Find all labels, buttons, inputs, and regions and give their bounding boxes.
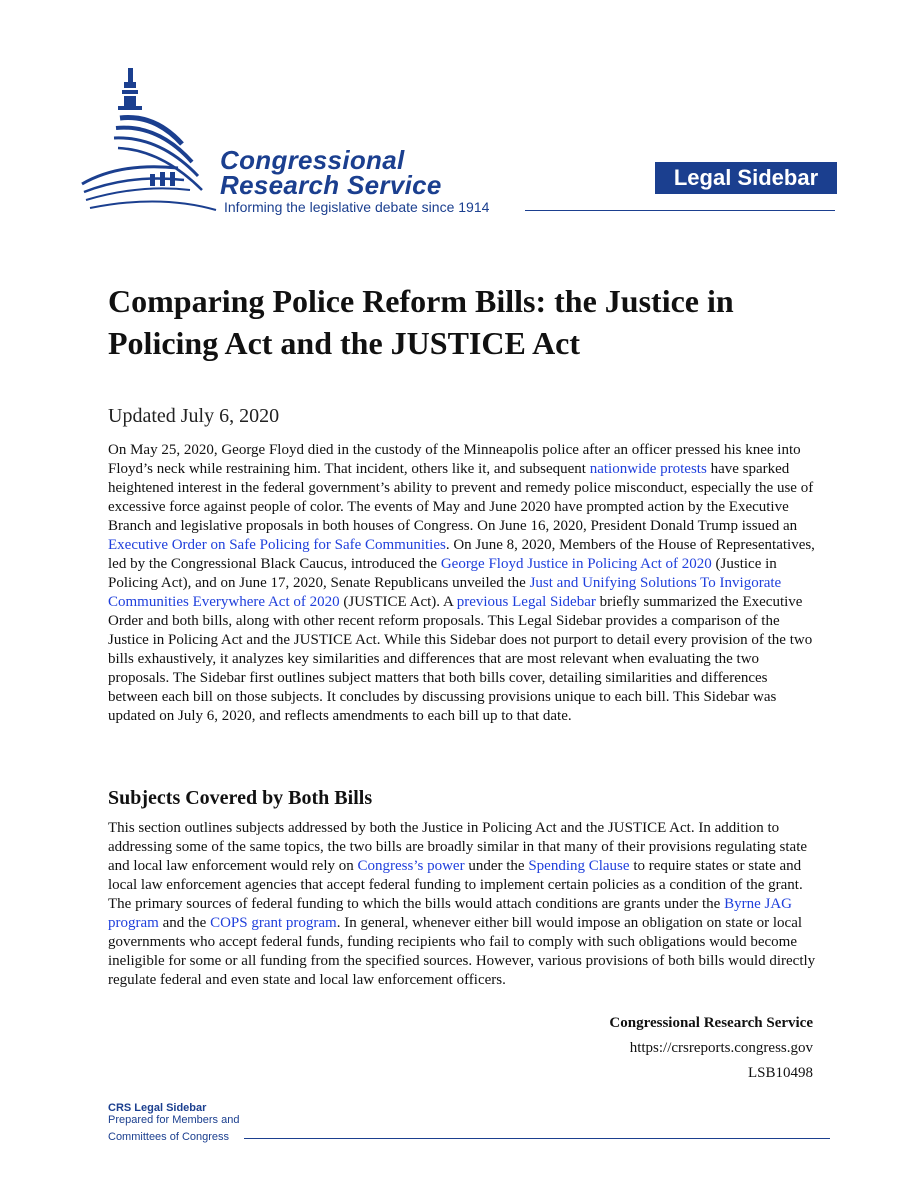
text-run: briefly summarized the Executive Order and both bills, along with other recent reform proposals. This Legal Sidebar provides a comparison of the Justice in Policing Act and the JUSTICE Act. While this Sidebar does not purport to detail every provision of the two bills exhaustively, it analyzes key similarities and differences that are most relevant when evaluating the two proposals. The Sidebar first outlines subject matters that both bills cover, detailing similarities and differences between each bill on those subjects. It concludes by discussing provisions unique to each bill. This Sidebar was updated on July 6, 2020, and reflects amendments to each bill up to that date. xyxy=(108,594,813,724)
link-spending-clause[interactable]: Spending Clause xyxy=(528,858,630,874)
footer-line: Committees of Congress xyxy=(108,1131,230,1143)
link-justice-in-policing-act[interactable]: George Floyd Justice in Policing Act of 2020 xyxy=(440,556,712,572)
text-run: . On June 8, 2020, Members of the House of Representatives, led by the Congressional Black Caucus, introduced the xyxy=(108,537,815,572)
legal-sidebar-badge: Legal Sidebar xyxy=(655,162,837,194)
link-nationwide-protests[interactable]: nationwide protests xyxy=(589,461,707,477)
source-org: Congressional Research Service xyxy=(609,1015,813,1031)
text-run: and the xyxy=(158,915,211,931)
report-id: LSB10498 xyxy=(747,1065,813,1081)
link-congress-power[interactable]: Congress’s power xyxy=(357,858,465,874)
text-run: This section outlines subjects addressed by both the Justice in Policing Act and the JUSTICE Act. In addition to addressing some of the same topics, the two bills are broadly similar in that many of their provisions regulating state and local law enforcement would rely on xyxy=(108,820,808,874)
updated-date: Updated July 6, 2020 xyxy=(108,405,280,427)
text-run: have sparked heightened interest in the federal government’s ability to prevent and remedy police misconduct, especially the use of excessive force against people of color. The events of May and June 2020 have prompted action by the Executive Branch and legislative proposals in both houses of Congress. On June 16, 2020, President Donald Trump issued an xyxy=(108,461,814,534)
text-run: (JUSTICE Act). A xyxy=(339,594,457,610)
intro-paragraph xyxy=(108,441,816,726)
org-name-line2: Research Service xyxy=(220,170,442,200)
text-run: . In general, whenever either bill would impose an obligation on state or local governments who accept federal funds, funding recipients who fail to comply with such obligations would become ineligible for some or all funding from the specified sources. However, various provisions of both bills would directly regulate federal and even state and local law enforcement officers. xyxy=(108,915,816,988)
org-name-line1: Congressional xyxy=(220,145,405,175)
section-paragraph xyxy=(108,819,816,990)
capitol-dome-icon xyxy=(80,66,220,216)
org-tagline: Informing the legislative debate since 1914 xyxy=(224,199,490,215)
footer-divider xyxy=(244,1138,830,1139)
link-cops-grant-program[interactable]: COPS grant program xyxy=(210,915,337,931)
link-justice-act[interactable]: Just and Unifying Solutions To Invigorate Communities Everywhere Act of 2020 xyxy=(108,575,782,610)
text-run: On May 25, 2020, George Floyd died in the custody of the Minneapolis police after an officer pressed his knee into Floyd’s neck while restraining him. That incident, others like it, and subsequent xyxy=(108,442,801,477)
link-executive-order[interactable]: Executive Order on Safe Policing for Safe Communities xyxy=(108,537,446,553)
footer-line: Prepared for Members and xyxy=(108,1114,240,1126)
text-run: under the xyxy=(464,858,529,874)
link-byrne-jag-program[interactable]: Byrne JAG program xyxy=(108,896,792,931)
section-heading: Subjects Covered by Both Bills xyxy=(108,787,373,809)
source-url[interactable]: https://crsreports.congress.gov xyxy=(629,1040,813,1056)
text-run: to require states or state and local law enforcement agencies that accept federal funding to implement certain policies as a condition of the grant. The primary sources of federal funding to which the bills would attach conditions are grants under the xyxy=(108,858,803,912)
footer-title: CRS Legal Sidebar xyxy=(108,1102,207,1114)
text-run: (Justice in Policing Act), and on June 17, 2020, Senate Republicans unveiled the xyxy=(108,556,777,591)
page-title: Comparing Police Reform Bills: the Justice in Policing Act and the JUSTICE Act xyxy=(108,283,734,361)
header-divider xyxy=(525,210,835,211)
link-previous-legal-sidebar[interactable]: previous Legal Sidebar xyxy=(456,594,596,610)
